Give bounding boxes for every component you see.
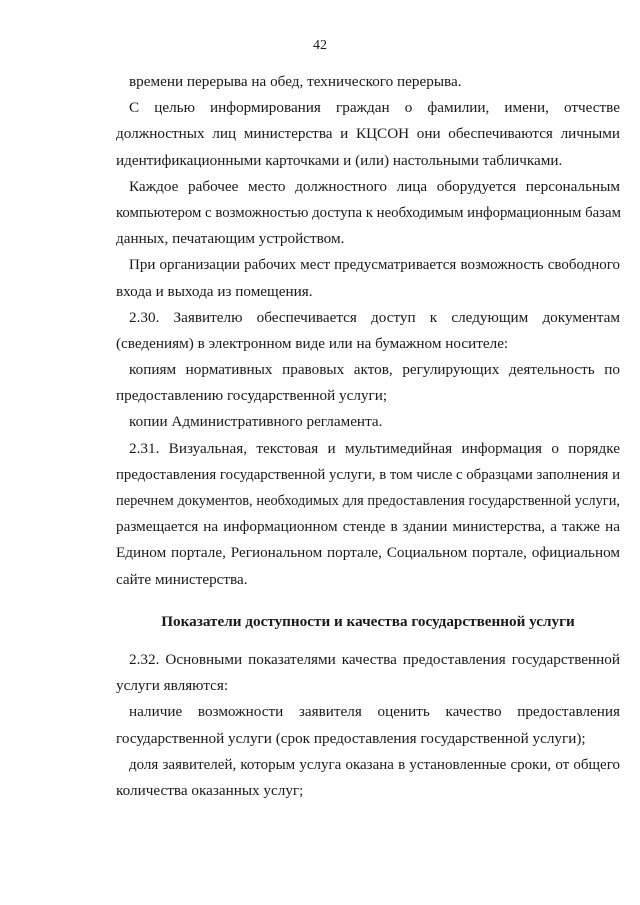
text-line: копиям нормативных правовых актов, регулирующих деятельность по [129, 361, 620, 379]
text-line: размещается на информационном стенде в здании министерства, а также на [116, 518, 620, 536]
text-line: копии Административного регламента. [129, 413, 383, 431]
text-line: предоставлению государственной услуги; [116, 387, 388, 405]
text-line: При организации рабочих мест предусматривается возможность свободного [129, 257, 620, 274]
text-line: наличие возможности заявителя оценить качество предоставления [129, 703, 620, 721]
text-line: Каждое рабочее место должностного лица оборудуется персональным [129, 177, 620, 195]
text-line: перечнем документов, необходимых для предоставления государственной услуги, [116, 493, 620, 509]
text-line: 2.32. Основными показателями качества предоставления государственной [129, 650, 620, 668]
text-line: Едином портале, Региональном портале, Социальном портале, официальном [116, 544, 620, 562]
page-body [116, 69, 620, 804]
text-line: 2.31. Визуальная, текстовая и мультимедийная информация о порядке [129, 439, 620, 457]
text-line: идентификационными карточками и (или) настольными табличками. [116, 151, 563, 169]
text-line: входа и выхода из помещения. [116, 282, 313, 300]
text-block-before-heading [116, 69, 620, 593]
text-line: предоставления государственной услуги, в том числе с образцами заполнения и [116, 466, 620, 483]
text-line: компьютером с возможностью доступа к необходимым информационным базам [116, 204, 621, 221]
text-block-after-heading [116, 647, 620, 804]
text-line: количества оказанных услуг; [116, 781, 304, 799]
text-line: должностных лиц министерства и КЦСОН они обеспечиваются личными [116, 125, 620, 143]
text-line: 2.30. Заявителю обеспечивается доступ к следующим документам [129, 308, 620, 326]
text-line: С целью информирования граждан о фамилии, имени, отчестве [129, 99, 620, 117]
text-line: государственной услуги (срок предоставления государственной услуги); [116, 729, 586, 747]
page-number: 42 [313, 38, 327, 53]
text-line: данных, печатающим устройством. [116, 230, 345, 248]
text-line: услуги являются: [116, 677, 229, 695]
text-line: (сведениям) в электронном виде или на бумажном носителе: [116, 334, 509, 352]
text-line: доля заявителей, которым услуга оказана в установленные сроки, от общего [129, 756, 620, 773]
section-heading: Показатели доступности и качества государственной услуги [161, 612, 575, 630]
text-line: сайте министерства. [116, 570, 248, 588]
text-line: времени перерыва на обед, технического перерыва. [129, 73, 462, 90]
